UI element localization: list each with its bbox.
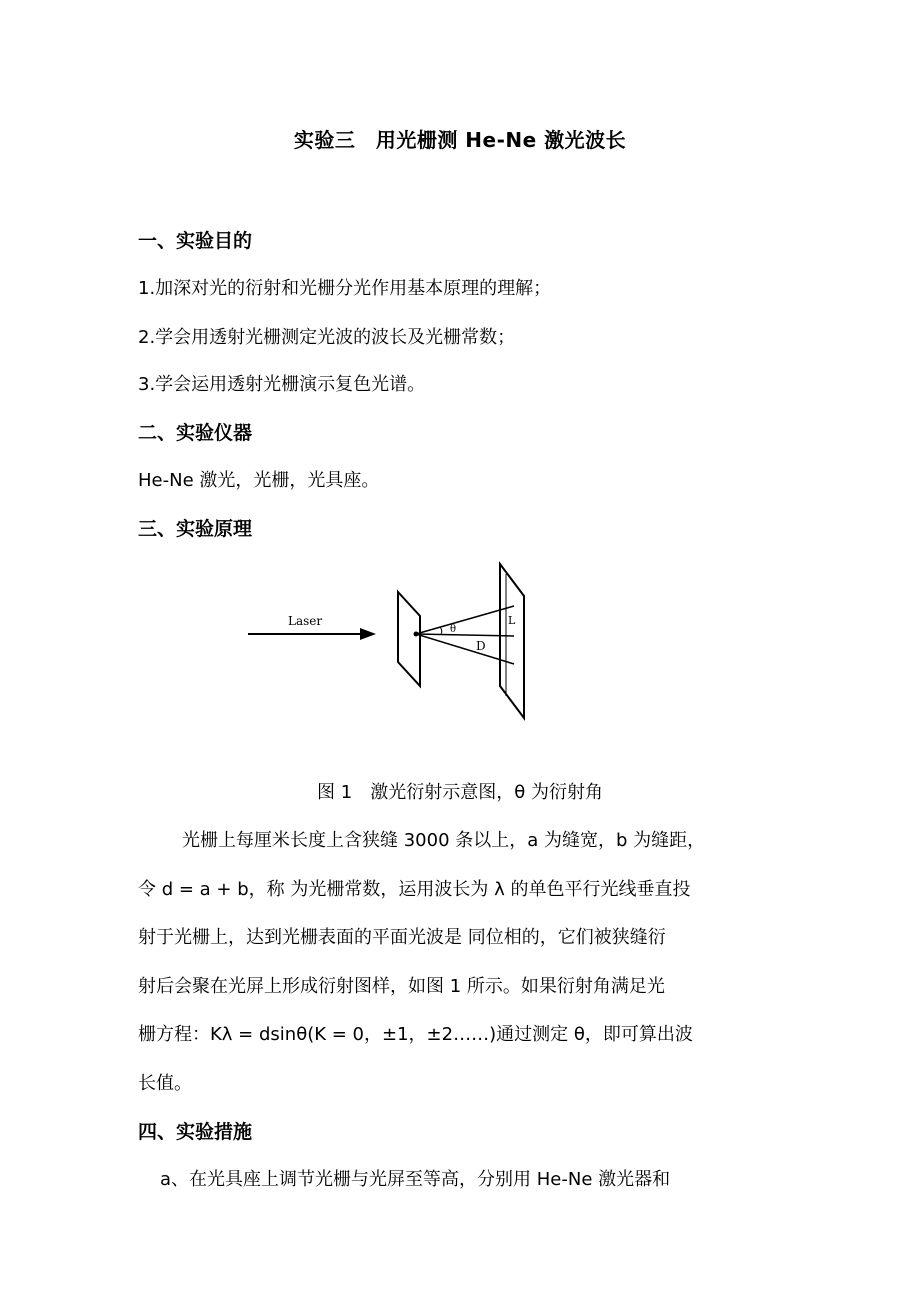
laser-label: Laser	[288, 614, 323, 628]
grating-plate	[398, 592, 420, 686]
principle-line-3: 射于光栅上，达到光栅表面的平面光波是 同位相的，它们被狭缝衍	[138, 927, 666, 948]
distance-D-label: D	[476, 639, 486, 653]
objective-item-3: 3.学会运用透射光栅演示复色光谱。	[138, 374, 426, 395]
principle-line-5: 栅方程：Kλ = dsinθ(K = 0，±1，±2……)通过测定 θ，即可算出波	[138, 1024, 693, 1045]
objective-item-2: 2.学会用透射光栅测定光波的波长及光栅常数；	[138, 327, 516, 348]
principle-line-1: 光栅上每厘米长度上含狭缝 3000 条以上，a 为缝宽，b 为缝距，	[182, 830, 706, 851]
page-title: 实验三 用光栅测 He-Ne 激光波长	[293, 128, 627, 152]
diffraction-figure	[240, 556, 540, 726]
laser-arrow-icon	[360, 628, 376, 640]
screen-plate	[500, 564, 524, 718]
section-heading-steps: 四、实验措施	[138, 1121, 253, 1143]
figure-caption: 图 1 激光衍射示意图，θ 为衍射角	[317, 782, 603, 803]
steps-line-1: a、在光具座上调节光栅与光屏至等高，分别用 He-Ne 激光器和	[160, 1169, 671, 1190]
theta-arc	[440, 627, 442, 634]
principle-line-6: 长值。	[138, 1073, 192, 1094]
principle-line-2: 令 d = a + b，称 为光栅常数，运用波长为 λ 的单色平行光线垂直投	[138, 879, 691, 900]
section-heading-instruments: 二、实验仪器	[138, 422, 253, 444]
section-heading-objective: 一、实验目的	[138, 230, 253, 252]
principle-line-4: 射后会聚在光屏上形成衍射图样，如图 1 所示。如果衍射角满足光	[138, 976, 665, 997]
distance-L-label: L	[508, 614, 516, 627]
objective-item-1: 1.加深对光的衍射和光栅分光作用基本原理的理解；	[138, 278, 552, 299]
instruments-text: He-Ne 激光，光栅，光具座。	[138, 470, 380, 491]
theta-label: θ	[450, 624, 457, 635]
section-heading-principle: 三、实验原理	[138, 518, 253, 540]
